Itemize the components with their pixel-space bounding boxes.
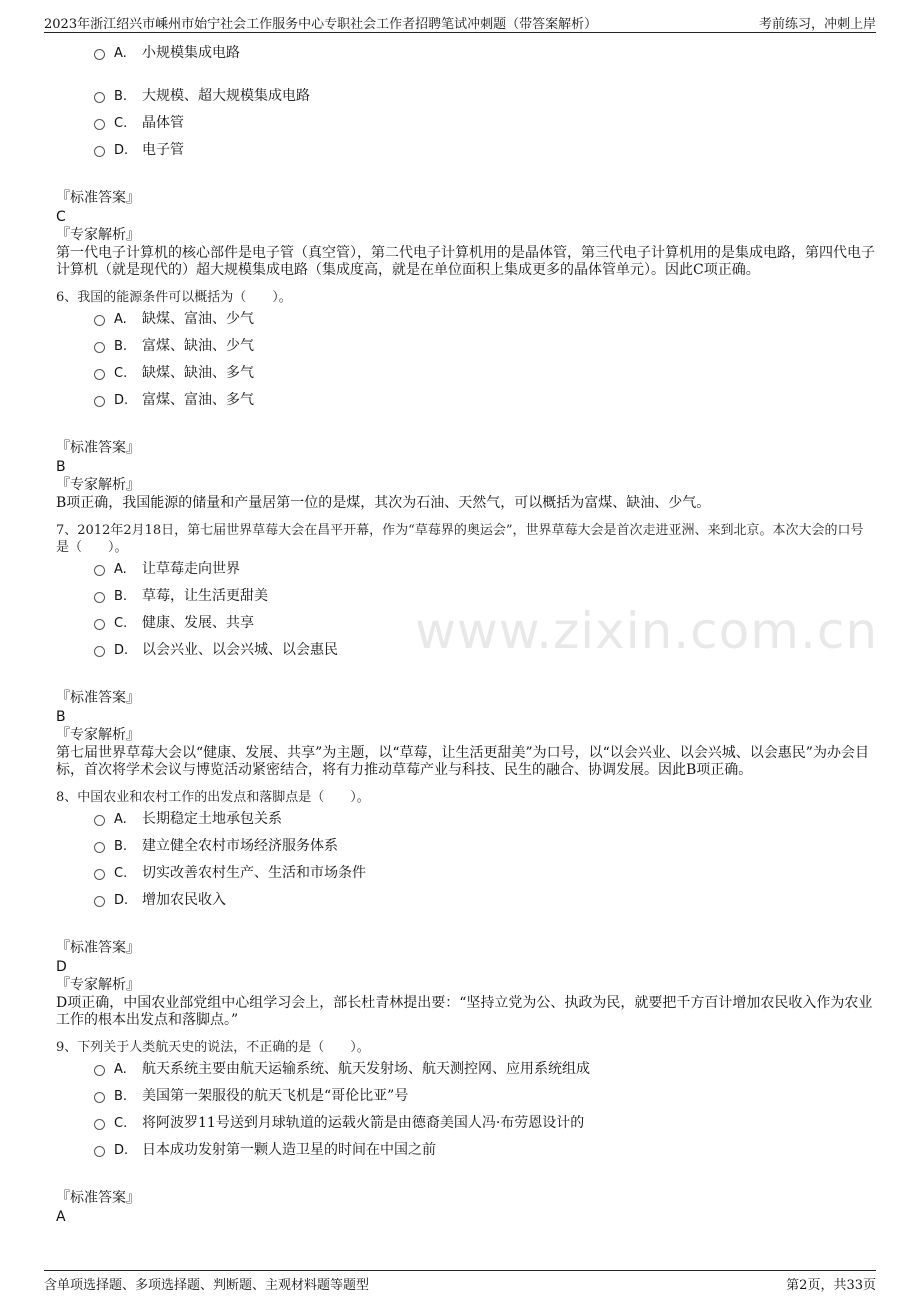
analysis-text: B项正确，我国能源的储量和产量居第一位的是煤，其次为石油、天然气，可以概括为富煤、缺油、少气。 [56,495,711,511]
radio-icon[interactable] [94,565,105,576]
page-number: 第2页，共33页 [786,1277,876,1293]
option-b[interactable]: B. 草莓，让生活更甜美 [56,583,876,610]
analysis-text: 第一代电子计算机的核心部件是电子管（真空管），第二代电子计算机用的是晶体管，第三代电子计算机用的是集成电路，第四代电子计算机（就是现代的）超大规模集成电路（集成度高，就是在单位面积上集成更多的晶体管单元）。因此C项正确。 [56,245,875,278]
analysis-label: 『专家解析』 [56,477,140,493]
option-b[interactable]: B. 大规模、超大规模集成电路 [56,83,876,110]
watermark: www.zixin.com.cn [415,602,879,660]
question-stem: 7、2012年2月18日，第七届世界草莓大会在昌平开幕，作为“草莓界的奥运会”，世界草莓大会是首次走进亚洲、来到北京。本次大会的口号是（ ）。 [56,523,864,555]
answer-label: 『标准答案』 [56,690,140,706]
question-stem: 6、我国的能源条件可以概括为（ ）。 [56,290,292,305]
radio-icon[interactable] [94,592,105,603]
option-d[interactable]: D. 以会兴业、以会兴城、以会惠民 [56,637,876,664]
option-d[interactable]: D. 富煤、富油、多气 [56,387,876,414]
option-b[interactable]: B. 美国第一架服役的航天飞机是“哥伦比亚”号 [56,1083,876,1110]
answer-label: 『标准答案』 [56,440,140,456]
answer-value: B [56,709,66,725]
answer-value: B [56,459,66,475]
radio-icon[interactable] [94,1146,105,1157]
option-d[interactable]: D. 日本成功发射第一颗人造卫星的时间在中国之前 [56,1137,876,1164]
radio-icon[interactable] [94,49,105,60]
option-c[interactable]: C. 缺煤、缺油、多气 [56,360,876,387]
option-a[interactable]: A. 缺煤、富油、少气 [56,306,876,333]
answer-value: C [56,209,66,225]
header-slogan: 考前练习，冲刺上岸 [758,17,876,32]
question-list [56,36,879,1226]
radio-icon[interactable] [94,869,105,880]
option-c[interactable]: C. 切实改善农村生产、生活和市场条件 [56,860,876,887]
option-d[interactable]: D. 增加农民收入 [56,887,876,914]
radio-icon[interactable] [94,315,105,326]
document-title: 2023年浙江绍兴市嵊州市始宁社会工作服务中心专职社会工作者招聘笔试冲刺题（带答案解析） [44,17,598,32]
analysis-label: 『专家解析』 [56,977,140,993]
option-d[interactable]: D. 电子管 [56,137,876,164]
question-9 [56,1039,876,1226]
answer-value: A [56,1209,66,1225]
answer-label: 『标准答案』 [56,1190,140,1206]
option-a[interactable]: A. 航天系统主要由航天运输系统、航天发射场、航天测控网、应用系统组成 [56,1056,876,1083]
question-6 [56,289,876,512]
option-a[interactable]: A. 长期稳定土地承包关系 [56,806,876,833]
radio-icon[interactable] [94,646,105,657]
page-footer [44,1270,876,1295]
option-b[interactable]: B. 富煤、缺油、少气 [56,333,876,360]
footer-note: 含单项选择题、多项选择题、判断题、主观材料题等题型 [44,1277,370,1293]
radio-icon[interactable] [94,146,105,157]
radio-icon[interactable] [94,815,105,826]
question-7 [56,522,879,779]
radio-icon[interactable] [94,842,105,853]
analysis-label: 『专家解析』 [56,727,140,743]
radio-icon[interactable] [94,119,105,130]
question-5 [56,36,876,279]
question-stem: 8、中国农业和农村工作的出发点和落脚点是（ ）。 [56,790,370,805]
radio-icon[interactable] [94,1119,105,1130]
analysis-label: 『专家解析』 [56,227,140,243]
radio-icon[interactable] [94,342,105,353]
radio-icon[interactable] [94,1092,105,1103]
analysis-text: 第七届世界草莓大会以“健康、发展、共享”为主题，以“草莓，让生活更甜美”为口号，以“以会兴业、以会兴城、以会惠民”为办会目标，首次将学术会议与博览活动紧密结合，将有力推动草莓产业与科技、民生的融合、协调发展。因此B项正确。 [56,745,869,778]
answer-value: D [56,959,67,975]
radio-icon[interactable] [94,396,105,407]
option-c[interactable]: C. 将阿波罗11号送到月球轨道的运载火箭是由德裔美国人冯·布劳恩设计的 [56,1110,876,1137]
option-c[interactable]: C. 健康、发展、共享 [56,610,876,637]
question-8 [56,789,876,1029]
option-c[interactable]: C. 晶体管 [56,110,876,137]
radio-icon[interactable] [94,92,105,103]
analysis-text: D项正确，中国农业部党组中心组学习会上，部长杜青林提出要：“坚持立党为公、执政为民，就要把千方百计增加农民收入作为农业工作的根本出发点和落脚点。” [56,995,873,1028]
radio-icon[interactable] [94,1065,105,1076]
option-a[interactable]: A. 让草莓走向世界 [56,556,876,583]
page-header [44,10,876,33]
option-b[interactable]: B. 建立健全农村市场经济服务体系 [56,833,876,860]
question-stem: 9、下列关于人类航天史的说法，不正确的是（ ）。 [56,1040,370,1055]
radio-icon[interactable] [94,896,105,907]
radio-icon[interactable] [94,369,105,380]
option-a[interactable]: A. 小规模集成电路 [56,40,876,67]
radio-icon[interactable] [94,619,105,630]
answer-label: 『标准答案』 [56,940,140,956]
answer-label: 『标准答案』 [56,190,140,206]
